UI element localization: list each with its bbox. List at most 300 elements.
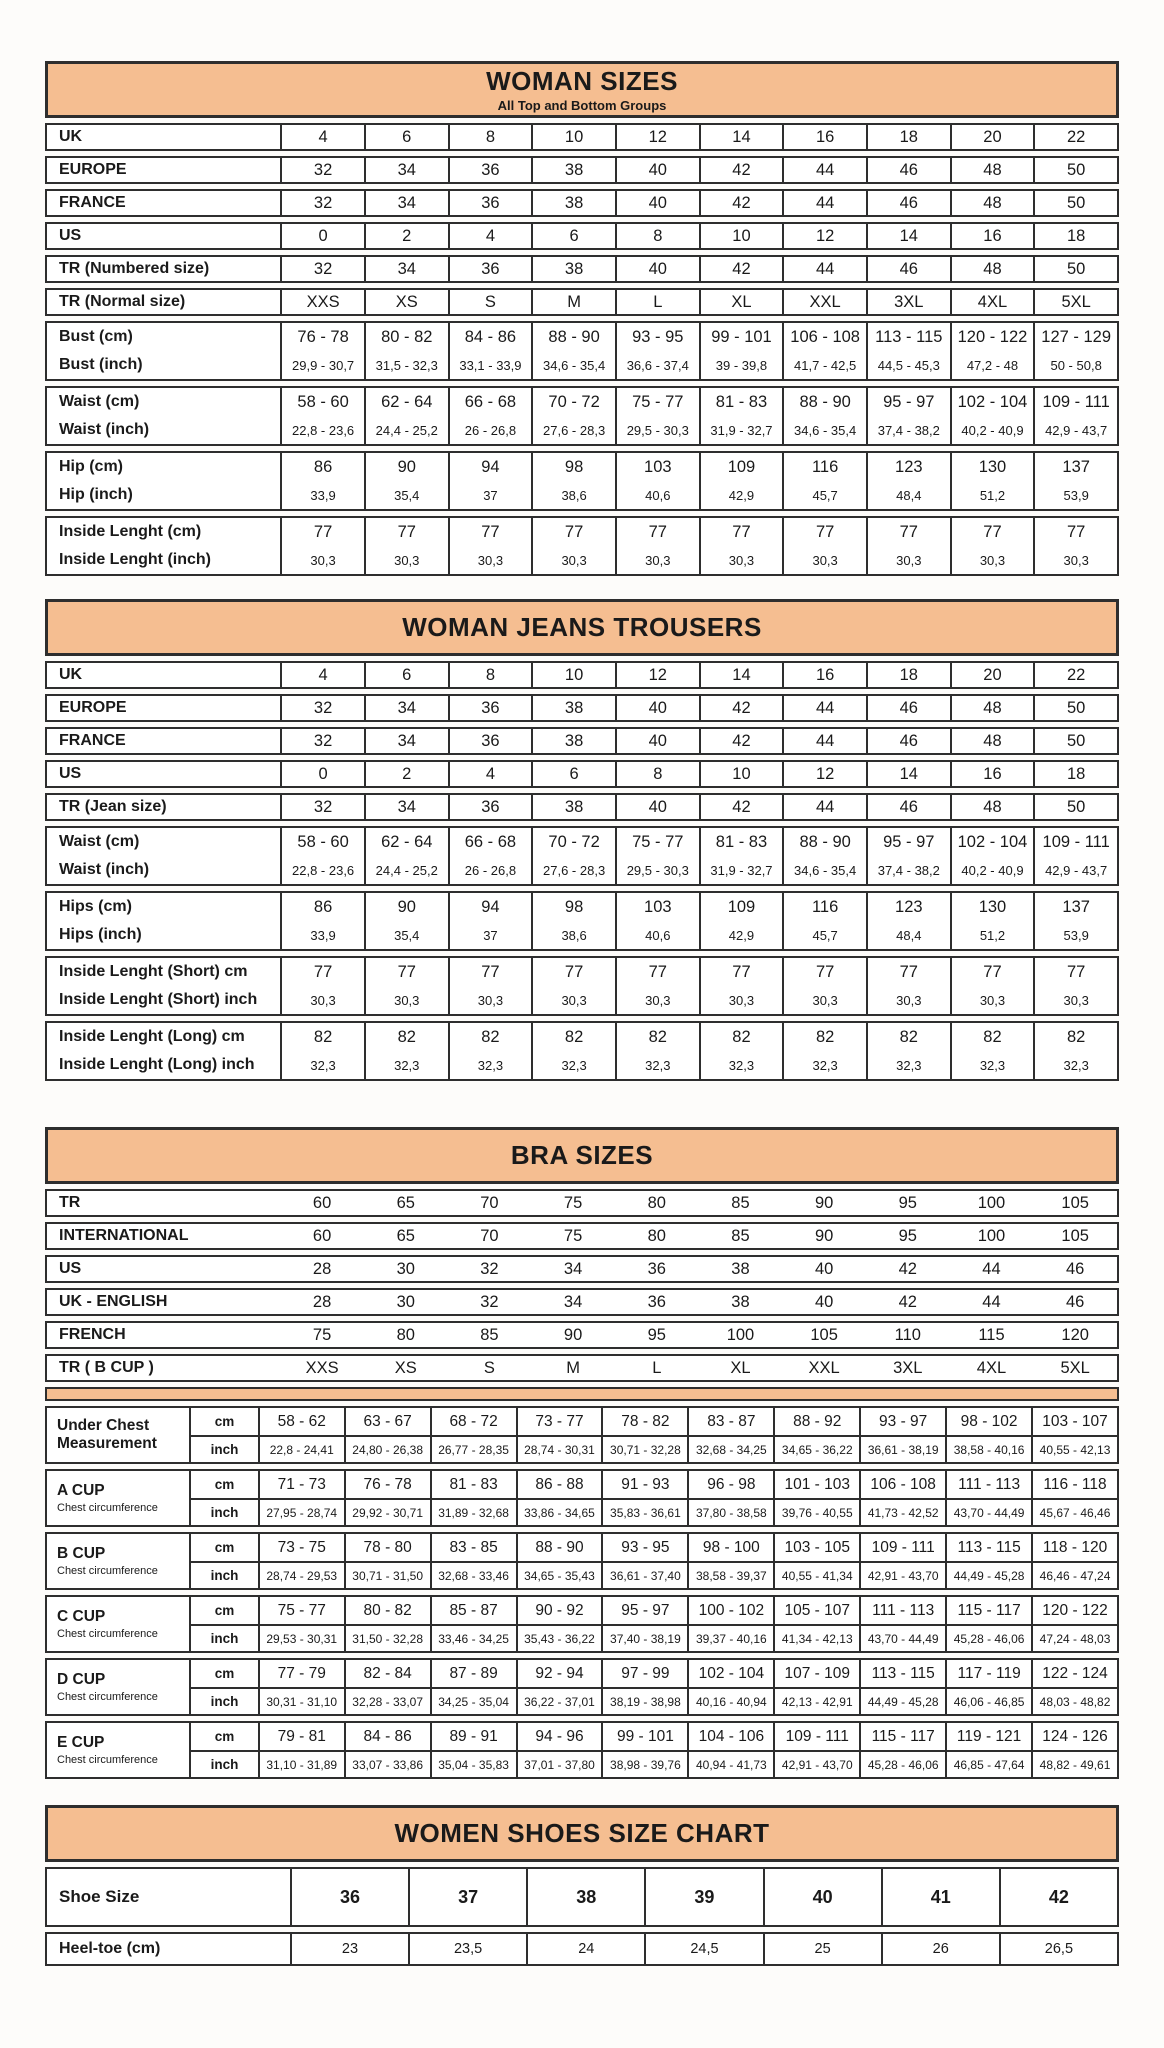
table-cell: 86 — [280, 453, 364, 481]
table-cell: 113 - 115 — [945, 1534, 1031, 1561]
cup-subtitle: Chest circumference — [57, 1753, 158, 1766]
table-cell: 46,85 - 47,64 — [945, 1750, 1031, 1777]
bra-cup-row — [45, 1658, 1119, 1716]
table-cell: 88 - 90 — [531, 323, 615, 351]
table-cell: 34 — [364, 795, 448, 819]
table-cell: 37,80 - 38,58 — [687, 1498, 773, 1525]
table-cell: 77 — [1033, 958, 1117, 986]
row-label: UK — [59, 128, 83, 145]
table-cell: 36 — [448, 696, 532, 720]
separator-band — [45, 1387, 1119, 1401]
table-cell: 47,2 - 48 — [950, 351, 1034, 379]
table-cell: 36,61 - 37,40 — [601, 1561, 687, 1588]
table-cell: 40 — [615, 696, 699, 720]
row-label: FRANCE — [59, 194, 126, 211]
table-cell: 37,4 - 38,2 — [866, 416, 950, 444]
table-row — [45, 694, 1119, 722]
table-row-group — [45, 321, 1119, 381]
table-cell: 30,3 — [782, 986, 866, 1014]
table-cell: 40 — [615, 795, 699, 819]
table-cell: 37,4 - 38,2 — [866, 856, 950, 884]
table-cell: 40,55 - 41,34 — [773, 1561, 859, 1588]
table-cell: 38 — [531, 158, 615, 182]
table-cell: 4 — [448, 762, 532, 786]
table-cell: 78 - 82 — [601, 1408, 687, 1435]
table-cell: 4 — [448, 224, 532, 248]
table-cell: 50 — [1033, 257, 1117, 281]
table-cell: 4 — [280, 125, 364, 149]
table-cell: XS — [364, 290, 448, 314]
table-cell: 111 - 113 — [859, 1597, 945, 1624]
table-cell: 77 — [531, 958, 615, 986]
bra-sizes-table — [45, 1127, 1119, 1779]
table-cell: 80 - 82 — [344, 1597, 430, 1624]
table-cell: 120 - 122 — [950, 323, 1034, 351]
table-cell: 42,91 - 43,70 — [859, 1561, 945, 1588]
table-cell: 42 — [699, 158, 783, 182]
table-cell: 38,58 - 40,16 — [945, 1435, 1031, 1462]
table-cell: 85 — [731, 1226, 750, 1245]
table-cell: 41,73 - 42,52 — [859, 1498, 945, 1525]
table-cell: 29,5 - 30,3 — [615, 856, 699, 884]
table-cell: 30,3 — [866, 546, 950, 574]
table-cell: 6 — [531, 762, 615, 786]
table-cell: 103 - 105 — [773, 1534, 859, 1561]
table-cell: 27,6 - 28,3 — [531, 856, 615, 884]
cup-subtitle: Chest circumference — [57, 1501, 158, 1514]
table-cell: XL — [699, 290, 783, 314]
row-label: TR ( B CUP ) — [59, 1359, 154, 1376]
table-row — [45, 1288, 1119, 1316]
table-cell: 117 - 119 — [945, 1660, 1031, 1687]
table-cell: 44 — [782, 795, 866, 819]
table-cell: 77 — [782, 518, 866, 546]
table-cell: 76 - 78 — [280, 323, 364, 351]
table-cell: 6 — [364, 125, 448, 149]
table-cell: 44 — [782, 191, 866, 215]
table-cell: 40,2 - 40,9 — [950, 856, 1034, 884]
table-cell: 36 — [448, 191, 532, 215]
row-label: Shoe Size — [59, 1887, 140, 1906]
table-subtitle: All Top and Bottom Groups — [497, 98, 667, 113]
table-row — [45, 661, 1119, 689]
table-cell: 31,9 - 32,7 — [699, 416, 783, 444]
table-cell: 28 — [312, 1259, 332, 1278]
table-cell: 34,6 - 35,4 — [531, 351, 615, 379]
table-cell: 26 - 26,8 — [448, 416, 532, 444]
table-cell: 122 - 124 — [1031, 1660, 1117, 1687]
table-row — [45, 288, 1119, 316]
unit-label-inch: inch — [189, 1750, 257, 1777]
table-cell: 75 — [563, 1226, 583, 1245]
table-cell: 32,3 — [531, 1051, 615, 1079]
table-cell: 58 - 62 — [258, 1408, 344, 1435]
table-cell: 48 — [950, 795, 1034, 819]
table-cell: 12 — [615, 125, 699, 149]
table-cell: 46 — [866, 257, 950, 281]
table-cell: 95 — [898, 1193, 917, 1212]
table-cell: 77 — [950, 518, 1034, 546]
table-cell: 38 — [531, 795, 615, 819]
table-cell: 85 — [731, 1193, 750, 1212]
woman-jeans-rows — [45, 661, 1119, 1081]
cup-title: E CUP — [57, 1734, 105, 1752]
table-cell: 37 — [408, 1869, 526, 1925]
table-cell: 83 - 85 — [430, 1534, 516, 1561]
table-cell: 45,7 — [782, 921, 866, 949]
table-cell: 32 — [480, 1292, 499, 1311]
table-cell: 45,28 - 46,06 — [859, 1750, 945, 1777]
table-cell: 10 — [699, 224, 783, 248]
table-cell: 99 - 101 — [699, 323, 783, 351]
row-label: Waist (cm) — [59, 393, 140, 410]
table-cell: 46,46 - 47,24 — [1031, 1561, 1117, 1588]
cup-title: A CUP — [57, 1482, 105, 1500]
table-cell: 58 - 60 — [280, 388, 364, 416]
table-cell: 18 — [1033, 224, 1117, 248]
table-cell: 5XL — [1033, 290, 1117, 314]
table-cell: 30,3 — [615, 546, 699, 574]
table-cell: 48 — [950, 158, 1034, 182]
table-cell: 29,53 - 30,31 — [258, 1624, 344, 1651]
table-row — [45, 1222, 1119, 1250]
table-cell: 42,9 — [699, 921, 783, 949]
table-cell: 36 — [448, 158, 532, 182]
table-cell: 41,34 - 42,13 — [773, 1624, 859, 1651]
table-cell: 86 - 88 — [516, 1471, 602, 1498]
table-cell: 118 - 120 — [1031, 1534, 1117, 1561]
table-cell: 76 - 78 — [344, 1471, 430, 1498]
table-cell: 95 - 97 — [601, 1597, 687, 1624]
table-cell: 35,4 — [364, 481, 448, 509]
table-cell: 32,3 — [448, 1051, 532, 1079]
table-cell: 70 - 72 — [531, 828, 615, 856]
row-label: INTERNATIONAL — [59, 1227, 189, 1244]
table-cell: 18 — [866, 663, 950, 687]
table-cell: 95 - 97 — [866, 828, 950, 856]
table-cell: 106 - 108 — [782, 323, 866, 351]
table-cell: 73 - 77 — [516, 1408, 602, 1435]
row-label: Bust (cm) — [59, 328, 133, 345]
table-cell: 36 — [448, 257, 532, 281]
table-title: WOMAN JEANS TROUSERS — [402, 612, 762, 642]
table-cell: 77 — [448, 518, 532, 546]
table-cell: 14 — [699, 125, 783, 149]
bra-cup-row — [45, 1469, 1119, 1527]
table-cell: 40 — [615, 729, 699, 753]
table-cell: 36,61 - 38,19 — [859, 1435, 945, 1462]
table-cell: 40,6 — [615, 481, 699, 509]
table-cell: 0 — [280, 762, 364, 786]
table-cell: 75 — [563, 1193, 583, 1212]
table-cell: 71 - 73 — [258, 1471, 344, 1498]
table-cell: 116 — [782, 893, 866, 921]
table-cell: 95 — [647, 1325, 666, 1344]
table-cell: 102 - 104 — [687, 1660, 773, 1687]
table-cell: 82 — [950, 1023, 1034, 1051]
table-cell: 34 — [563, 1292, 583, 1311]
table-cell: 42 — [699, 257, 783, 281]
table-cell: 3XL — [893, 1358, 923, 1377]
table-cell: 26 - 26,8 — [448, 856, 532, 884]
row-label: Hip (cm) — [59, 458, 123, 475]
row-label: US — [59, 765, 82, 782]
table-cell: 46 — [1065, 1292, 1085, 1311]
table-cell: 0 — [280, 224, 364, 248]
cup-subtitle: Chest circumference — [57, 1627, 158, 1640]
table-cell: 2 — [364, 762, 448, 786]
table-cell: 38,58 - 39,37 — [687, 1561, 773, 1588]
table-cell: 26,5 — [999, 1934, 1117, 1964]
table-cell: 124 - 126 — [1031, 1723, 1117, 1750]
table-cell: 70 — [480, 1193, 499, 1212]
table-cell: 41,7 - 42,5 — [782, 351, 866, 379]
table-cell: 103 — [615, 453, 699, 481]
table-cell: 30,3 — [448, 546, 532, 574]
table-cell: 109 - 111 — [1033, 828, 1117, 856]
table-cell: 85 - 87 — [430, 1597, 516, 1624]
table-cell: 22,8 - 23,6 — [280, 416, 364, 444]
table-cell: 14 — [866, 224, 950, 248]
unit-label-inch: inch — [189, 1561, 257, 1588]
row-label: UK - ENGLISH — [59, 1293, 168, 1310]
table-cell: 50 — [1033, 795, 1117, 819]
table-cell: 30,3 — [531, 546, 615, 574]
table-cell: 32,3 — [950, 1051, 1034, 1079]
table-cell: 42 — [898, 1292, 917, 1311]
table-cell: 22 — [1033, 663, 1117, 687]
table-cell: 36,6 - 37,4 — [615, 351, 699, 379]
table-cell: 30,3 — [950, 546, 1034, 574]
table-cell: 44,5 - 45,3 — [866, 351, 950, 379]
table-cell: 6 — [364, 663, 448, 687]
table-cell: 93 - 95 — [615, 323, 699, 351]
table-cell: 75 - 77 — [615, 388, 699, 416]
table-cell: 90 — [814, 1226, 834, 1245]
unit-label-inch: inch — [189, 1687, 257, 1714]
cup-title: C CUP — [57, 1608, 106, 1626]
table-cell: 53,9 — [1033, 921, 1117, 949]
table-cell: 88 - 92 — [773, 1408, 859, 1435]
row-label: Waist (cm) — [59, 833, 140, 850]
cup-subtitle: Chest circumference — [57, 1690, 158, 1703]
table-cell: 39 - 39,8 — [699, 351, 783, 379]
table-cell: 12 — [782, 224, 866, 248]
table-cell: 24 — [526, 1934, 644, 1964]
table-cell: 2 — [364, 224, 448, 248]
table-row — [45, 1321, 1119, 1349]
table-cell: 98 - 100 — [687, 1534, 773, 1561]
table-cell: 38,6 — [531, 921, 615, 949]
table-cell: 68 - 72 — [430, 1408, 516, 1435]
table-cell: 24,80 - 26,38 — [344, 1435, 430, 1462]
table-cell: 48,03 - 48,82 — [1031, 1687, 1117, 1714]
table-cell: 86 — [280, 893, 364, 921]
table-cell: XXS — [280, 290, 364, 314]
table-cell: 37,01 - 37,80 — [516, 1750, 602, 1777]
table-cell: 38 — [526, 1869, 644, 1925]
table-cell: 40 — [615, 158, 699, 182]
table-cell: 98 - 102 — [945, 1408, 1031, 1435]
table-cell: 48 — [950, 729, 1034, 753]
table-cell: XS — [394, 1358, 417, 1377]
row-label: Hips (inch) — [59, 926, 142, 943]
table-cell: 93 - 97 — [859, 1408, 945, 1435]
table-cell: 46 — [866, 696, 950, 720]
table-cell: 94 — [448, 453, 532, 481]
row-label: Inside Lenght (cm) — [59, 523, 202, 540]
table-cell: M — [531, 290, 615, 314]
table-cell: 95 - 97 — [866, 388, 950, 416]
table-cell: 115 - 117 — [945, 1597, 1031, 1624]
table-row — [45, 1255, 1119, 1283]
table-cell: 32,68 - 33,46 — [430, 1561, 516, 1588]
table-row-group — [45, 956, 1119, 1016]
table-cell: 4 — [280, 663, 364, 687]
table-cell: 32,3 — [866, 1051, 950, 1079]
table-row-group — [45, 891, 1119, 951]
table-cell: 35,04 - 35,83 — [430, 1750, 516, 1777]
table-cell: 105 — [1061, 1193, 1089, 1212]
table-cell: 97 - 99 — [601, 1660, 687, 1687]
table-cell: L — [615, 290, 699, 314]
row-label: Hip (inch) — [59, 486, 133, 503]
table-cell: 82 — [699, 1023, 783, 1051]
table-cell: 33,9 — [280, 481, 364, 509]
table-cell: 26 — [881, 1934, 999, 1964]
cup-label — [47, 1597, 189, 1651]
table-cell: 93 - 95 — [601, 1534, 687, 1561]
table-cell: 30,3 — [615, 986, 699, 1014]
table-cell: 32,3 — [615, 1051, 699, 1079]
table-cell: 92 - 94 — [516, 1660, 602, 1687]
table-cell: 77 - 79 — [258, 1660, 344, 1687]
table-cell: 38 — [731, 1292, 750, 1311]
row-label: Waist (inch) — [59, 861, 150, 878]
table-cell: 32 — [280, 257, 364, 281]
table-cell: 81 - 83 — [430, 1471, 516, 1498]
row-label: Inside Lenght (Long) inch — [59, 1056, 255, 1073]
table-cell: 30,71 - 32,28 — [601, 1435, 687, 1462]
table-cell: 3XL — [866, 290, 950, 314]
table-cell: 32,3 — [364, 1051, 448, 1079]
table-cell: 32 — [280, 696, 364, 720]
table-cell: 77 — [364, 518, 448, 546]
unit-label-cm: cm — [189, 1471, 257, 1498]
cup-label — [47, 1471, 189, 1525]
table-row-group — [45, 386, 1119, 446]
table-row-group — [45, 516, 1119, 576]
table-cell: 105 — [810, 1325, 838, 1344]
table-cell: 32,3 — [1033, 1051, 1117, 1079]
table-cell: 8 — [615, 224, 699, 248]
row-label: Inside Lenght (Short) cm — [59, 963, 248, 980]
table-cell: 45,28 - 46,06 — [945, 1624, 1031, 1651]
table-title: WOMAN SIZES — [486, 66, 678, 96]
table-cell: 31,89 - 32,68 — [430, 1498, 516, 1525]
table-cell: 38 — [731, 1259, 750, 1278]
table-cell: 33,1 - 33,9 — [448, 351, 532, 379]
table-cell: 38 — [531, 729, 615, 753]
table-title: BRA SIZES — [510, 1140, 654, 1170]
table-cell: 16 — [950, 762, 1034, 786]
table-cell: XL — [730, 1358, 751, 1377]
table-cell: 32 — [280, 795, 364, 819]
table-cell: 37 — [448, 481, 532, 509]
cup-label — [47, 1408, 189, 1462]
table-cell: 20 — [950, 663, 1034, 687]
table-cell: 50 — [1033, 191, 1117, 215]
table-cell: 32 — [280, 158, 364, 182]
table-title: WOMEN SHOES SIZE CHART — [394, 1818, 770, 1848]
table-cell: 46,06 - 46,85 — [945, 1687, 1031, 1714]
table-cell: 32,28 - 33,07 — [344, 1687, 430, 1714]
table-cell: 40,6 — [615, 921, 699, 949]
unit-label-inch: inch — [189, 1498, 257, 1525]
woman-sizes-table — [45, 61, 1119, 576]
table-cell: 90 - 92 — [516, 1597, 602, 1624]
table-cell: S — [483, 1358, 495, 1377]
table-cell: 110 — [894, 1325, 921, 1344]
table-cell: 81 - 83 — [699, 828, 783, 856]
table-cell: 14 — [699, 663, 783, 687]
row-label: TR (Numbered size) — [59, 260, 210, 277]
table-cell: 37,40 - 38,19 — [601, 1624, 687, 1651]
table-cell: 38,19 - 38,98 — [601, 1687, 687, 1714]
table-cell: 29,92 - 30,71 — [344, 1498, 430, 1525]
table-cell: 34,6 - 35,4 — [782, 416, 866, 444]
table-cell: 80 — [647, 1226, 666, 1245]
table-cell: 10 — [531, 125, 615, 149]
table-cell: 89 - 91 — [430, 1723, 516, 1750]
table-cell: 35,83 - 36,61 — [601, 1498, 687, 1525]
table-cell: 30,3 — [531, 986, 615, 1014]
table-cell: 87 - 89 — [430, 1660, 516, 1687]
table-cell: 34,6 - 35,4 — [782, 856, 866, 884]
table-row — [45, 123, 1119, 151]
table-cell: 25 — [763, 1934, 881, 1964]
bra-cup-row — [45, 1532, 1119, 1590]
table-cell: 40,55 - 42,13 — [1031, 1435, 1117, 1462]
table-cell: 75 - 77 — [615, 828, 699, 856]
table-cell: 75 — [312, 1325, 332, 1344]
table-cell: 42 — [699, 795, 783, 819]
unit-label-cm: cm — [189, 1723, 257, 1750]
table-cell: 39,76 - 40,55 — [773, 1498, 859, 1525]
table-cell: 90 — [814, 1193, 834, 1212]
table-row-group — [45, 1021, 1119, 1081]
table-cell: 94 - 96 — [516, 1723, 602, 1750]
table-cell: 43,70 - 44,49 — [945, 1498, 1031, 1525]
cup-title: D CUP — [57, 1671, 106, 1689]
table-cell: 62 - 64 — [364, 828, 448, 856]
table-cell: 8 — [615, 762, 699, 786]
row-label: Waist (inch) — [59, 421, 150, 438]
table-cell: 4XL — [976, 1358, 1007, 1377]
table-cell: 38,6 — [531, 481, 615, 509]
table-cell: 46 — [1065, 1259, 1085, 1278]
table-cell: 116 - 118 — [1031, 1471, 1117, 1498]
table-cell: 44 — [782, 257, 866, 281]
table-cell: 130 — [950, 453, 1034, 481]
table-cell: 38 — [531, 191, 615, 215]
table-cell: 77 — [448, 958, 532, 986]
table-cell: 46 — [866, 795, 950, 819]
table-cell: 48 — [950, 257, 1034, 281]
table-cell: XXS — [305, 1358, 339, 1377]
woman-jeans-header — [45, 599, 1119, 656]
table-cell: 116 — [782, 453, 866, 481]
